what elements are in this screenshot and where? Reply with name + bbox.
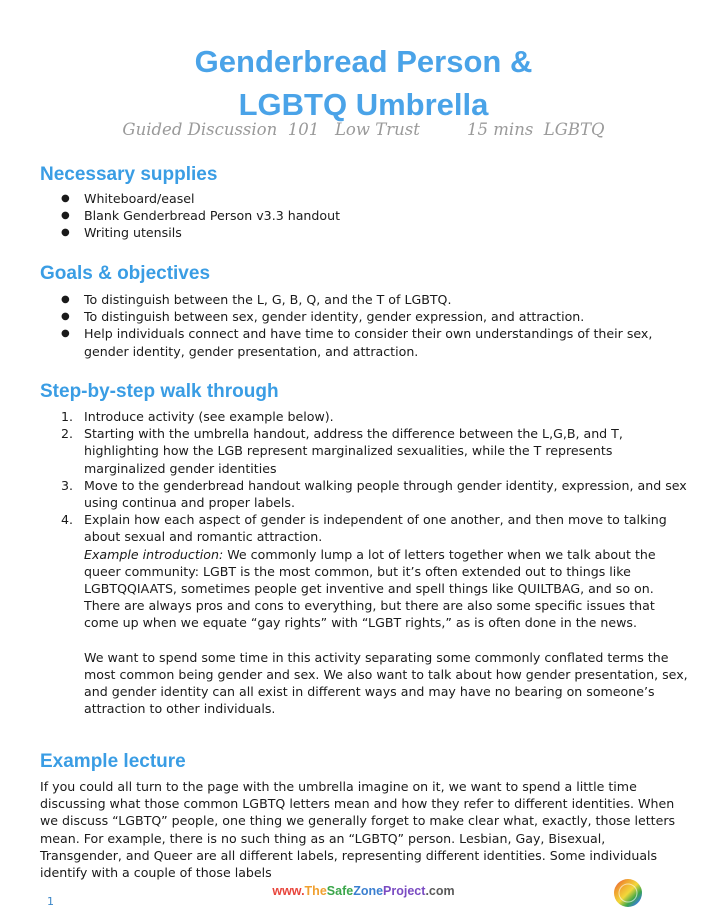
activity-meta: Guided Discussion 101 Low Trust 15 mins LGBTQ xyxy=(122,120,605,139)
example-text: We commonly lump a lot of letters together when we talk about the queer community: LGBT is the most common, but it’s often extended out to things like LGBTQQIAATS, sometimes people get inventive and spell things like QUILTBAG, and so on. There are always pros and cons to everything, but there are also some specific issues that come up when we equate “gay rights” with “LGBT rights,” as is often done in the news. xyxy=(84,546,656,631)
url-part: Safe xyxy=(326,884,354,898)
step-text: Introduce activity (see example below). xyxy=(84,409,334,424)
step-item xyxy=(40,511,690,717)
step-number: 4. xyxy=(61,512,74,528)
list-item: ● Blank Genderbread Person v3.3 handout xyxy=(40,207,690,224)
list-item: ● Whiteboard/easel xyxy=(40,190,690,207)
step-number: 3. xyxy=(61,477,74,493)
step-number: 2. xyxy=(61,426,74,442)
lecture-text: If you could all turn to the page with the umbrella imagine on it, we want to spend a little time discussing what those common LGBTQ letters mean and how they refer to different identities. When we discuss “LGBTQ” people, one thing we generally forget to make clear what, exactly, those letters mean. For example, there is no such thing as an “LGBTQ” person. Lesbian, Gay, Bisexual, Transgender, and Queer are all different labels, representing different identities. Some individuals identify with a couple of those labels xyxy=(40,779,676,881)
url-part: The xyxy=(304,884,327,898)
url-part: Project xyxy=(383,884,426,898)
url-part: www. xyxy=(272,884,305,898)
url-part: Zone xyxy=(353,884,384,898)
lecture-heading: Example lecture xyxy=(40,751,186,772)
safe-zone-rainbow-logo-icon xyxy=(613,878,643,908)
step-text: Move to the genderbread handout walking people through gender identity, expression, and sex using continua and proper labels. xyxy=(84,477,687,511)
supplies-list xyxy=(40,190,690,242)
step-item xyxy=(40,408,690,425)
steps-list xyxy=(40,408,690,717)
supplies-heading: Necessary supplies xyxy=(40,164,218,185)
list-item: ● Help individuals connect and have time to consider their own understandings of their sex, gender identity, gender presentation, and attraction. xyxy=(40,325,690,359)
title-line-2: LGBTQ Umbrella xyxy=(238,87,489,122)
list-item: ● To distinguish between sex, gender identity, gender expression, and attraction. xyxy=(40,308,690,325)
steps-heading: Step-by-step walk through xyxy=(40,381,279,402)
goals-list xyxy=(40,291,690,360)
step-item xyxy=(40,477,690,511)
step-text: Starting with the umbrella handout, address the difference between the L,G,B, and T, highlighting how the LGB represent marginalized sexualities, while the T represents marginalized gender identities xyxy=(84,426,623,476)
list-item: ● Writing utensils xyxy=(40,224,690,241)
step-number: 1. xyxy=(61,409,74,424)
title-line-1: Genderbread Person & xyxy=(194,44,533,79)
list-item: ● To distinguish between the L, G, B, Q, and the T of LGBTQ. xyxy=(40,291,690,308)
step-item xyxy=(40,425,690,477)
url-part: .com xyxy=(425,884,455,898)
goals-heading: Goals & objectives xyxy=(40,263,211,284)
step-text: Explain how each aspect of gender is independent of one another, and then move to talking about sexual and romantic attraction. xyxy=(84,512,667,545)
example-introduction xyxy=(84,546,690,632)
example-continued: We want to spend some time in this activity separating some commonly conflated terms the most common being gender and sex. We also want to talk about how gender presentation, sex, and gender identity can all exist in different ways and may have no bearing on someone’s attraction to other individuals. xyxy=(84,649,688,717)
document-title xyxy=(0,40,727,126)
example-label: Example introduction: xyxy=(84,546,224,562)
page-number: 1 xyxy=(47,895,54,908)
